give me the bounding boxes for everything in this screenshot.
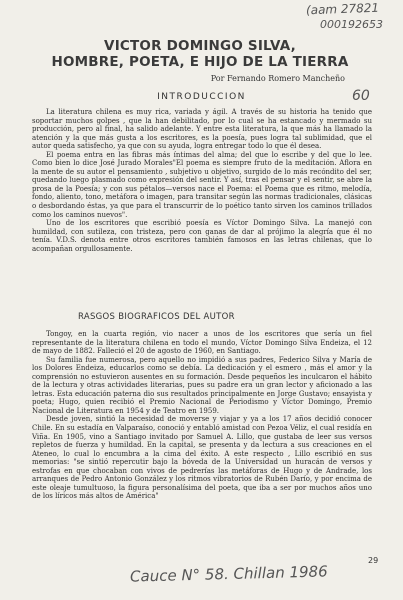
section-introduccion-body	[32, 108, 372, 253]
section-rasgos-body	[32, 330, 372, 501]
handwritten-catalog-note: (aam 27821	[305, 0, 380, 18]
title-line-2: HOMBRE, POETA, E HIJO DE LA TIERRA	[51, 54, 349, 70]
paragraph: El poema entra en las fibras más íntimas del alma; del que lo escribe y del que lo lee. Como bien lo dice José Jurado Morales"El poema es siempre fruto de la meditación. Aflora en la mente de su autor el pensamiento , subjetivo u objetivo, surgido de lo más recóndito del ser, quedando luego plasmado como expresión del sentir. Y así, tras el pensar y el sentir, se abre la prosa de la Poesía; y con sus pétalos—versos nace el Poema: el Poema que es ritmo, melodía, fondo, aliento, tono, metáfora o imagen, para transitar según las normas tradicionales, clásicas o desbordando éstas, ya que para el transcurrir de lo poético tanto sirven los caminos trillados como los caminos nuevos".	[32, 150, 372, 219]
handwritten-catalog-number: 000192653	[320, 18, 383, 31]
paragraph: Desde joven, sintió la necesidad de moverse y viajar y ya a los 17 años decidió conocer Chile. En su estadía en Valparaíso, conoció y entabló amistad con Pezoa Véliz, el cual residía en Viña. En 1905, vino a Santiago invitado por Samuel A. Lillo, que gustaba de leer sus versos repletos de fuerza y humildad. En la capital, se presenta y da lectura a sus creaciones en el Ateneo, lo cual lo encumbra a la cima del éxito. A este respecto , Lillo escribió en sus memorias: "se sintió repercutir bajo la bóveda de la Universidad un huracán de versos y estrofas en que chocaban con vivos de pedrerías las metáforas de Hugo y de Andrade, los arranques de Pedro Antonio González y los ritmos vibratorios de Rubén Darío, y por encima de este oleaje tumultuoso, la figura personalísima del poeta, que iba a ser por muchos años uno de los líricos más altos de América"	[32, 415, 372, 501]
section-heading-introduccion: INTRODUCCION	[157, 92, 246, 102]
paragraph: Tongoy, en la cuarta región, vio nacer a unos de los escritores que sería un fiel representante de la literatura chilena en todo el mundo, Víctor Domingo Silva Endeiza, el 12 de mayo de 1882. Falleció el 20 de agosto de 1960, en Santiago.	[32, 330, 372, 356]
paragraph: Uno de los escritores que escribió poesía es Víctor Domingo Silva. La manejó con humildad, con sutileza, con tristeza, pero con ganas de dar al prójimo la alegría que él no tenía. V.D.S. denota entre otros escritores también famosos en las letras chilenas, que lo acompañan orgullosamente.	[32, 219, 372, 253]
section-heading-rasgos: RASGOS BIOGRAFICOS DEL AUTOR	[78, 312, 235, 322]
title-line-1: VICTOR DOMINGO SILVA,	[104, 38, 296, 54]
handwritten-source-note: Cauce N° 58. Chillan 1986	[129, 562, 328, 586]
page-number: 29	[368, 556, 379, 565]
author-byline: Por Fernando Romero Mancheño	[210, 74, 345, 83]
paragraph: La literatura chilena es muy rica, variada y ágil. A través de su historia ha tenido que soportar muchos golpes , que la han debilitado, por lo cual se ha estancado y mermado su producción, pero al final, ha salido adelante. Y entre esta literatura, la que más ha llamado la atención y la que más gusta a los escritores, es la poesía, pues logra tal sublimidad, que el autor queda satisfecho, ya que con su ayuda, logra entregar todo lo que él desea.	[32, 108, 372, 151]
paragraph: Su familia fue numerosa, pero aquello no impidió a sus padres, Federico Silva y María de los Dolores Endeiza, educarlos como se debía. La dedicación y el esmero , más el amor y la comprensión no estuvieron ausentes en su formación. Desde pequeños les inculcaron el hábito de la lectura y otras actividades literarias, pues su padre era un gran lector y aficionado a las letras. Esta educación paterna dio sus resultados principalmente en Jorge Gustavo; ensayista y poeta; Hugo, quien recibió el Premio Nacional de Periodismo y Víctor Domingo, Premio Nacional de Literatura en 1954 y de Teatro en 1959.	[32, 355, 372, 415]
handwritten-margin-number: 60	[352, 88, 370, 104]
